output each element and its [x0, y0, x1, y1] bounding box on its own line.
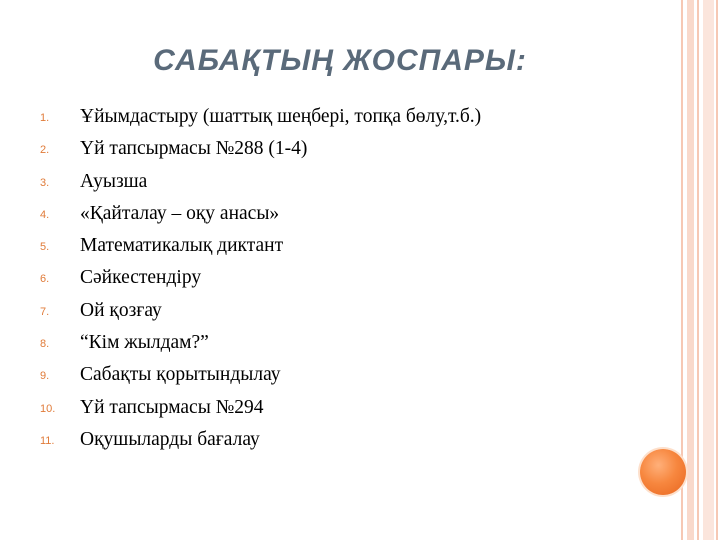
- item-number: 5.: [40, 241, 50, 254]
- item-number: 2.: [40, 144, 50, 157]
- item-text: Математикалық диктант: [80, 235, 284, 257]
- decorative-stripe: [687, 0, 694, 540]
- list-item: [40, 230, 640, 262]
- item-text: Үй тапсырмасы №294: [80, 396, 264, 418]
- list-item: [40, 424, 640, 456]
- list-item: [40, 166, 640, 198]
- item-text: Үй тапсырмасы №288 (1-4): [80, 138, 308, 160]
- item-text: “Кім жылдам?”: [80, 332, 209, 354]
- item-text: Оқушыларды бағалау: [80, 428, 260, 450]
- list-item: [40, 327, 640, 359]
- item-number: 6.: [40, 273, 50, 286]
- item-number: 4.: [40, 208, 50, 221]
- orange-circle-icon: [640, 449, 686, 495]
- list-item: [40, 295, 640, 327]
- slide-title: САБАҚТЫҢ ЖОСПАРЫ:: [153, 44, 527, 77]
- list-item: [40, 262, 640, 294]
- list-item: [40, 133, 640, 165]
- item-number: 8.: [40, 338, 50, 351]
- item-text: Ұйымдастыру (шаттық шеңбері, топқа бөлу,т.б.): [80, 106, 482, 127]
- decorative-stripe: [703, 0, 714, 540]
- item-text: Сәйкестендіру: [80, 267, 202, 289]
- list-item: [40, 198, 640, 230]
- item-number: 10.: [40, 402, 56, 415]
- decorative-stripe: [716, 0, 718, 540]
- item-text: Сабақты қорытындылау: [80, 364, 281, 386]
- list-item: [40, 392, 640, 424]
- item-number: 7.: [40, 305, 50, 318]
- item-number: 1.: [40, 112, 50, 124]
- lesson-plan-list: [40, 101, 640, 456]
- item-text: Ой қозғау: [80, 299, 162, 321]
- item-number: 11.: [40, 434, 55, 447]
- item-text: «Қайталау – оқу анасы»: [80, 202, 280, 224]
- list-item: [40, 101, 640, 133]
- decorative-stripe: [697, 0, 699, 540]
- item-number: 9.: [40, 370, 50, 383]
- list-item: [40, 359, 640, 391]
- item-text: Ауызша: [80, 170, 148, 192]
- item-number: 3.: [40, 176, 50, 189]
